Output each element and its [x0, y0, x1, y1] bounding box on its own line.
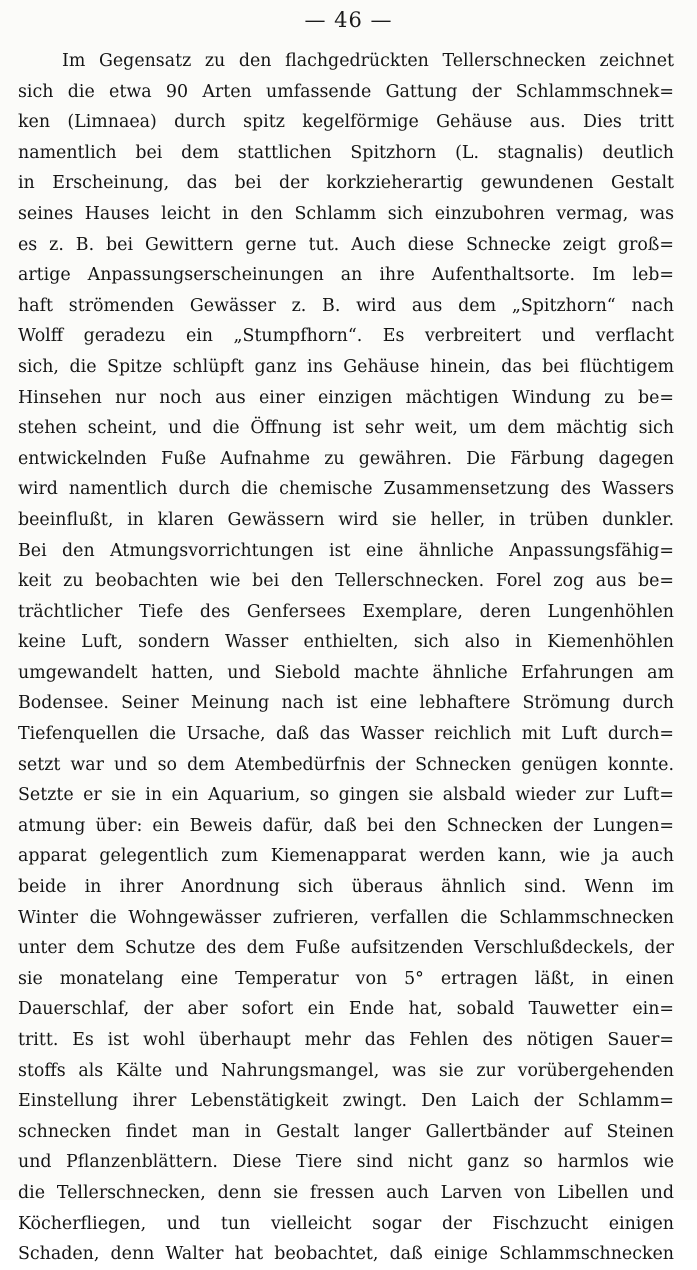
text-line: beide in ihrer Anordnung sich überaus ähnlich sind. Wenn im [18, 877, 674, 898]
text-line: tritt. Es ist wohl überhaupt mehr das Fehlen des nötigen Sauer= [18, 1030, 674, 1050]
text-line: Bei den Atmungsvorrichtungen ist eine ähnliche Anpassungsfähig= [18, 540, 674, 561]
text-line: unter dem Schutze des dem Fuße aufsitzenden Verschlußdeckels, der [18, 938, 674, 959]
page-number: — 46 — [304, 8, 393, 32]
text-line: es z. B. bei Gewittern gerne tut. Auch diese Schnecke zeigt groß= [18, 234, 674, 255]
text-line: Im Gegensatz zu den flachgedrückten Tellerschnecken zeichnet [62, 51, 674, 71]
text-line: Setzte er sie in ein Aquarium, so gingen sie alsbald wieder zur Luft= [18, 785, 674, 806]
text-line: und Pflanzenblättern. Diese Tiere sind nicht ganz so harmlos wie [18, 1152, 674, 1173]
text-line: schnecken findet man in Gestalt langer Gallertbänder auf Steinen [18, 1121, 674, 1142]
text-line: Wolff geradezu ein „Stumpfhorn“. Es verbreitert und verflacht [18, 326, 674, 347]
text-line: apparat gelegentlich zum Kiemenapparat werden kann, wie ja auch [18, 846, 674, 867]
text-line: keine Luft, sondern Wasser enthielten, sich also in Kiemenhöhlen [18, 632, 674, 653]
text-line: Winter die Wohngewässer zufrieren, verfallen die Schlammschnecken [18, 907, 674, 928]
text-line: umgewandelt hatten, und Siebold machte ähnliche Erfahrungen am [18, 662, 674, 683]
text-line: Köcherfliegen, und tun vielleicht sogar der Fischzucht einigen [18, 1213, 674, 1234]
text-line: beeinflußt, in klaren Gewässern wird sie heller, in trüben dunkler. [18, 509, 674, 530]
text-line: Tiefenquellen die Ursache, daß das Wasser reichlich mit Luft durch= [18, 724, 674, 745]
text-line: sich, die Spitze schlüpft ganz ins Gehäuse hinein, das bei flüchtigem [18, 356, 674, 377]
text-line: entwickelnden Fuße Aufnahme zu gewähren. Die Färbung dagegen [18, 448, 674, 469]
text-line: Dauerschlaf, der aber sofort ein Ende hat, sobald Tauwetter ein= [18, 999, 674, 1020]
text-line: in Erscheinung, das bei der korkzieherartig gewundenen Gestalt [18, 173, 674, 194]
text-line: wird namentlich durch die chemische Zusammensetzung des Wassers [18, 479, 674, 500]
text-line: Bodensee. Seiner Meinung nach ist eine lebhaftere Strömung durch [18, 693, 674, 714]
text-line: die Tellerschnecken, denn sie fressen auch Larven von Libellen und [18, 1182, 674, 1203]
text-line: stehen scheint, und die Öffnung ist sehr weit, um dem mächtig sich [18, 418, 674, 439]
text-line: trächtlicher Tiefe des Genfersees Exemplare, deren Lungenhöhlen [18, 601, 674, 622]
text-line: atmung über: ein Beweis dafür, daß bei den Schnecken der Lungen= [18, 815, 674, 836]
text-line: stoffs als Kälte und Nahrungsmangel, was sie zur vorübergehenden [18, 1060, 674, 1081]
text-line: namentlich bei dem stattlichen Spitzhorn (L. stagnalis) deutlich [18, 142, 674, 163]
text-line: sie monatelang eine Temperatur von 5° ertragen läßt, in einen [18, 968, 674, 989]
body-text [18, 46, 674, 1270]
text-line: ken (Limnaea) durch spitz kegelförmige Gehäuse aus. Dies tritt [18, 112, 674, 133]
text-line: keit zu beobachten wie bei den Tellerschnecken. Forel zog aus be= [18, 571, 674, 592]
text-line: seines Hauses leicht in den Schlamm sich einzubohren vermag, was [18, 203, 674, 224]
text-line: Einstellung ihrer Lebenstätigkeit zwingt. Den Laich der Schlamm= [18, 1091, 674, 1112]
text-line: haft strömenden Gewässer z. B. wird aus dem „Spitzhorn“ nach [18, 295, 674, 316]
text-line: sich die etwa 90 Arten umfassende Gattung der Schlammschnek= [18, 81, 674, 102]
text-line: setzt war und so dem Atembedürfnis der Schnecken genügen konnte. [18, 754, 674, 775]
text-line: Hinsehen nur noch aus einer einzigen mächtigen Windung zu be= [18, 387, 674, 408]
text-line: Schaden, denn Walter hat beobachtet, daß einige Schlammschnecken [18, 1244, 674, 1265]
text-line: artige Anpassungserscheinungen an ihre Aufenthaltsorte. Im leb= [18, 265, 674, 286]
